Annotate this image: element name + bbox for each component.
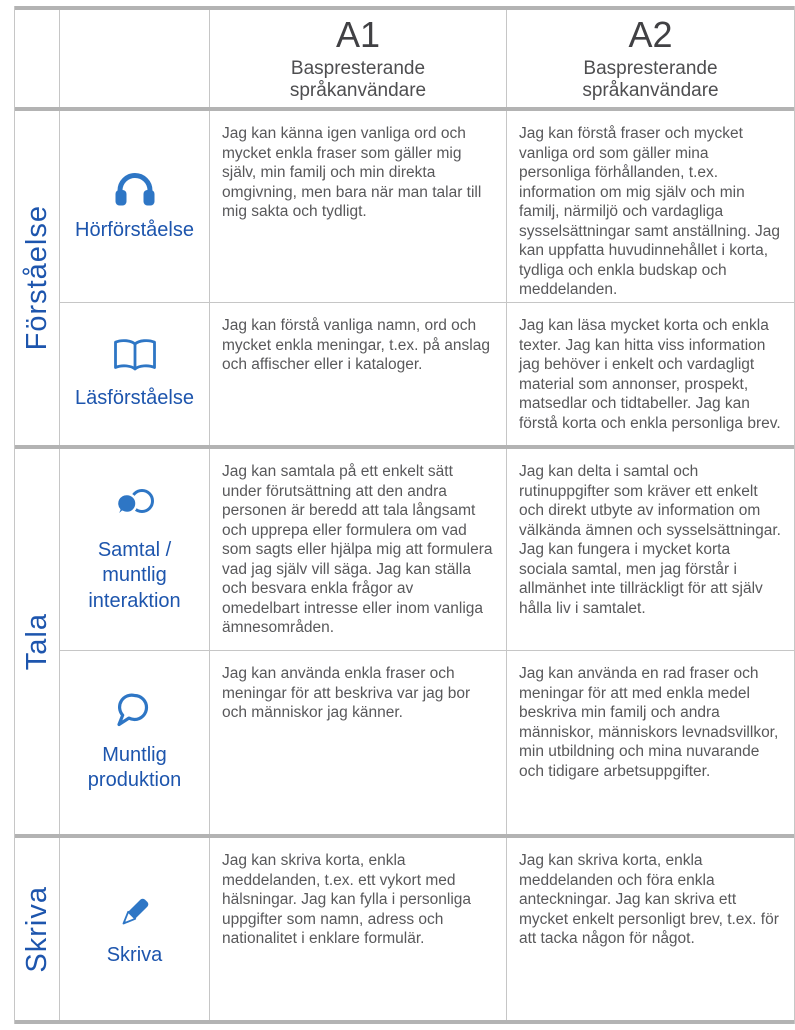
group-label-skriva: Skriva [20,885,53,973]
group-label-tala: Tala [20,612,53,671]
group-label-cell-forstaelse [15,111,60,445]
header-level-a2 [507,10,794,107]
skill-label: Muntlig produktion [87,743,182,791]
level-subtitle-a1: Baspresterande språkanvändare [289,57,427,101]
descriptor-skriva-a1: Jag kan skriva korta, enkla meddelanden, t.ex. ett vykort med hälsningar. Jag kan fylla i personliga uppgifter som namn, adress och nationalitet i enklare formulär. [210,838,507,1020]
group-label-cell-tala [15,449,60,834]
descriptor-skriva-a2: Jag kan skriva korta, enkla meddelanden och föra enkla anteckningar. Jag kan skriva ett mycket enkelt personligt brev, t.ex. för att tacka någon för något. [519,852,779,947]
chat-bubbles-icon [112,485,158,532]
cefr-self-assessment-grid [14,6,795,1024]
skill-label: Hörförståelse [75,218,194,241]
header-empty-cell-group [15,10,60,107]
descriptor-muntlig-produktion-a2: Jag kan använda en rad fraser och meningar för att med enkla medel beskriva min familj och andra människor, människors levnadsvillkor, min utbildning och mina nuvarande och tidigare arbetsuppgifter. [519,665,779,780]
descriptor-horforstaelse-a2: Jag kan förstå fraser och mycket vanliga ord som gäller mina personliga förhållanden, t.ex. information om mig själv och min familj, närmiljö och vardagliga sysselsättningar samt anställning. Jag kan uppfatta huvudinnehållet i korta, tydliga och enkla budskap och meddelanden. [507,111,794,303]
descriptor-lasforstaelse-a1: Jag kan förstå vanliga namn, ord och mycket enkla meningar, t.ex. på anslag och affischer eller i kataloger. [210,303,507,445]
section-forstaelse [15,111,794,445]
headphones-icon [112,170,158,212]
skill-label: Skriva [106,943,163,966]
descriptor-samtal-a1: Jag kan samtala på ett enkelt sätt under förutsättning att den andra personen är beredd att tala långsamt och upprepa eller formulera om vad som sagts eller hjälpa mig att formulera vad jag själv vill säga. Jag kan ställa och besvara enkla frågor av omedelbart intresse eller inom vanliga ämnesområden. [210,449,507,651]
section-skriva [15,838,794,1020]
skill-cell-skriva [60,838,210,1020]
group-label-forstaelse: Förståelse [20,205,53,351]
pencil-icon [114,890,156,937]
speech-bubble-icon [113,692,157,737]
skill-cell-samtal [60,449,210,651]
descriptor-muntlig-produktion-a1: Jag kan använda enkla fraser och meningar för att beskriva var jag bor och människor jag känner. [210,651,507,834]
skill-label: Samtal / muntlig interaktion [88,538,181,612]
header-empty-cell-skill [60,10,210,107]
group-label-cell-skriva [15,838,60,1020]
section-tala [15,449,794,834]
descriptor-samtal-a2: Jag kan delta i samtal och rutinuppgifter som kräver ett enkelt och direkt utbyte av information om välkända ämnen och sysselsättningar. Jag kan fungera i mycket korta sociala samtal, men jag förstår i allmänhet inte tillräckligt för att själv hålla liv i samtalet. [507,449,794,651]
skill-label: Läsförståelse [75,386,194,409]
level-subtitle-a2: Baspresterande språkanvändare [582,57,719,101]
level-code-a2: A2 [628,14,673,56]
open-book-icon [111,337,159,380]
header-row [15,10,794,107]
skill-cell-lasforstaelse [60,303,210,445]
level-code-a1: A1 [335,14,381,56]
descriptor-horforstaelse-a1: Jag kan känna igen vanliga ord och mycket enkla fraser som gäller mig själv, min familj och min direkta omgivning, men bara när man talar till mig sakta och tydligt. [210,111,507,303]
skill-cell-horforstaelse [60,111,210,303]
skill-cell-muntlig-produktion [60,651,210,834]
bottom-border [15,1020,794,1024]
header-level-a1 [210,10,507,107]
descriptor-lasforstaelse-a2: Jag kan läsa mycket korta och enkla texter. Jag kan hitta viss information jag behöver i enkelt och vardagligt material som annonser, prospekt, matsedlar och tidtabeller. Jag kan förstå korta och enkla personliga brev. [519,317,781,432]
